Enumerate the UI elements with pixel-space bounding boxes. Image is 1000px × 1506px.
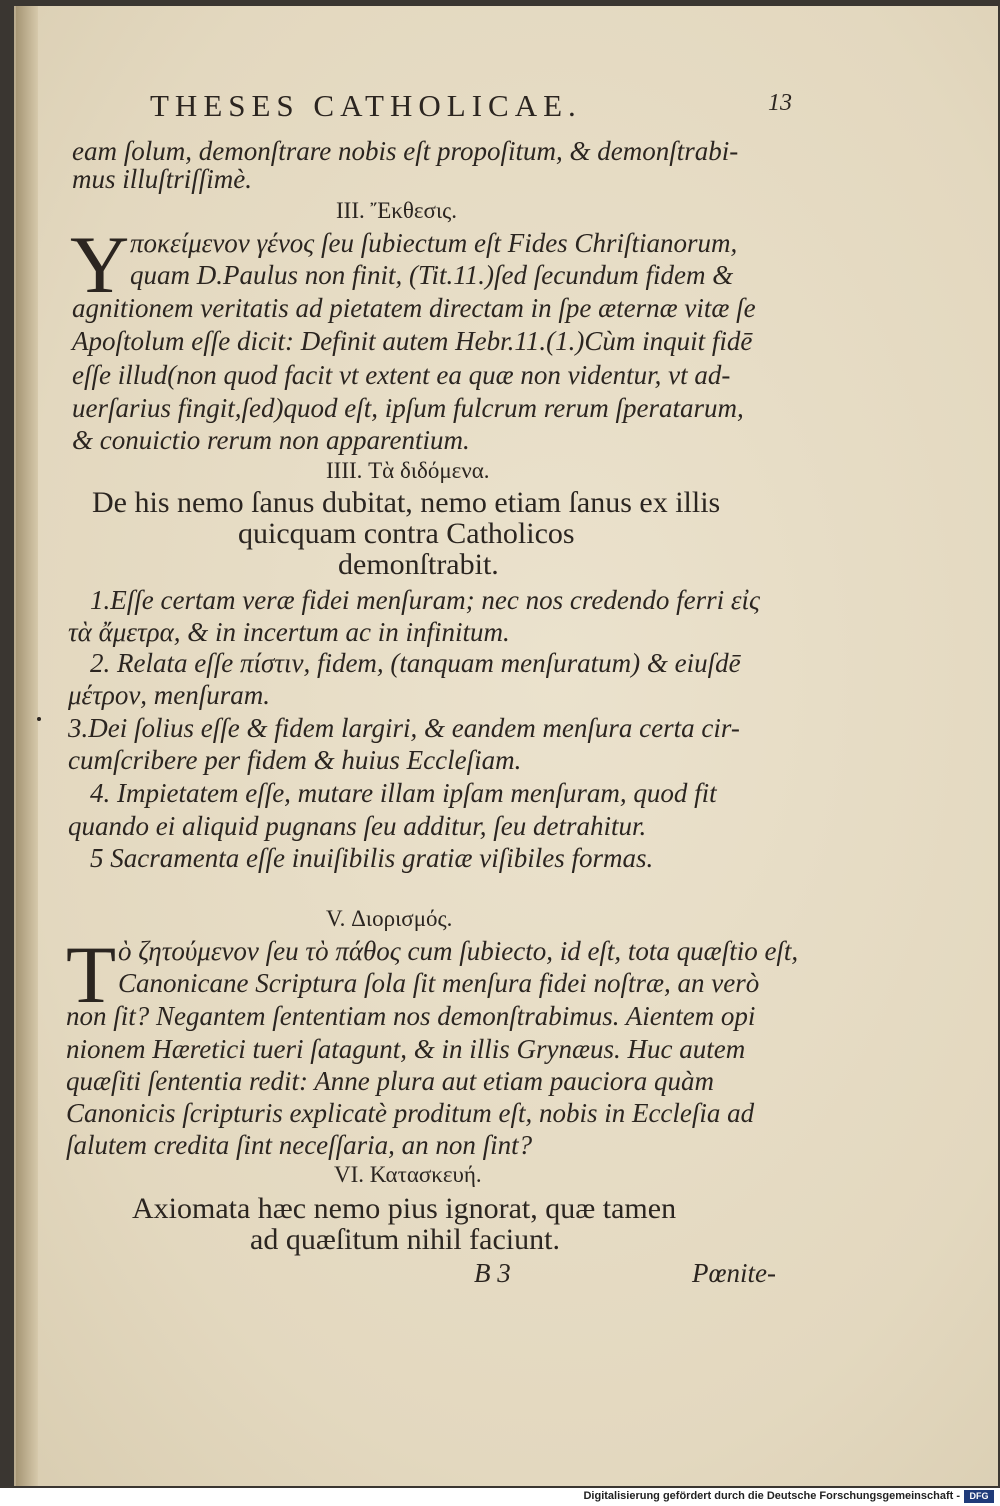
running-header: THESES CATHOLICAE. — [150, 88, 582, 123]
page-spine-shadow — [16, 6, 38, 1486]
section-4-item-line: 3.Dei ſolius eſſe & fidem largiri, & eandem menſura certa cir- — [68, 713, 740, 743]
section-5-line: Canonicane Scriptura ſola ſit menſura fidei noſtræ, an verò — [118, 968, 760, 998]
section-5-heading: V. Διορισμός. — [326, 906, 453, 931]
section-3-dropcap: Y — [70, 219, 130, 310]
signature-mark: B 3 — [474, 1258, 511, 1288]
ink-speck — [37, 717, 41, 721]
intro-line-1: eam ſolum, demonſtrare nobis eſt propoſitum, & demonſtrabi- — [72, 136, 739, 166]
intro-line-2: mus illuſtriſſimè. — [72, 164, 253, 194]
section-3-line: uerſarius fingit,ſed)quod eſt, ipſum fulcrum rerum ſperatarum, — [72, 393, 744, 423]
section-4-roman-line: De his nemo ſanus dubitat, nemo etiam ſanus ex illis — [92, 486, 721, 519]
section-4-item-line: cumſcribere per fidem & huius Eccleſiam. — [68, 745, 522, 775]
section-3-line: Apoſtolum eſſe dicit: Definit autem Hebr.11.(1.)Cùm inquit fidē — [72, 326, 753, 356]
section-4-roman-line: demonſtrabit. — [338, 548, 499, 581]
section-6-heading: VI. Κατασκευή. — [334, 1162, 482, 1187]
section-5-dropcap: T — [66, 929, 117, 1020]
section-5-line: Canonicis ſcripturis explicatè proditum eſt, nobis in Eccleſia ad — [66, 1098, 755, 1128]
section-5-line: nionem Hæretici tueri ſatagunt, & in illis Grynæus. Huc autem — [66, 1034, 746, 1064]
section-4-item-line: 2. Relata eſſe πίστιν, fidem, (tanquam menſuratum) & eiuſdē — [90, 648, 741, 678]
section-4-heading: IIII. Τὰ διδόμενα. — [326, 458, 490, 483]
section-4-item-line: μέτρον, menſuram. — [68, 680, 271, 710]
section-5-line: ſalutem credita ſint neceſſaria, an non ſint? — [66, 1130, 533, 1160]
section-4-item-line: 1.Eſſe certam veræ fidei menſuram; nec nos credendo ferri εἰς — [90, 585, 760, 615]
section-3-line: & conuictio rerum non apparentium. — [72, 425, 470, 455]
section-5-line: quæſiti ſententia redit: Anne plura aut etiam pauciora quàm — [66, 1066, 714, 1096]
catchword: Pœnite- — [692, 1258, 776, 1288]
section-4-item-line: τὰ ἄμετρα, & in incertum ac in infinitum. — [68, 617, 510, 647]
section-3-line: agnitionem veritatis ad pietatem directam in ſpe æternæ vitæ ſe — [72, 293, 756, 323]
page-number: 13 — [768, 90, 792, 116]
section-3-line: eſſe illud(non quod facit vt extent ea quæ non videntur, vt ad- — [72, 360, 731, 390]
section-3-heading: III. Ἔκθεσις. — [336, 198, 457, 223]
section-4-item-line: 5 Sacramenta eſſe inuiſibilis gratiæ viſibiles formas. — [90, 843, 654, 873]
section-4-roman-line: quicquam contra Catholicos — [238, 517, 575, 550]
section-5-line: non ſit? Negantem ſententiam nos demonſtrabimus. Aientem opi — [66, 1001, 756, 1031]
section-6-roman-line: ad quæſitum nihil faciunt. — [250, 1223, 560, 1256]
section-6-roman-line: Axiomata hæc nemo pius ignorat, quæ tamen — [132, 1192, 677, 1225]
section-4-item-line: quando ei aliquid pugnans ſeu additur, ſeu detrahitur. — [68, 811, 647, 841]
dfg-logo: DFG — [964, 1490, 994, 1503]
section-3-line: quam D.Paulus non finit, (Tit.11.)ſed ſecundum fidem & — [130, 260, 734, 290]
section-3-line: ποκείμενον γένος ſeu ſubiectum eſt Fides Chriſtianorum, — [130, 228, 738, 258]
section-5-line: ὸ ζητούμενον ſeu τὸ πάθος cum ſubiecto, id eſt, tota quæſtio eſt, — [118, 936, 799, 966]
section-4-item-line: 4. Impietatem eſſe, mutare illam ipſam menſuram, quod fit — [90, 778, 717, 808]
footer-credit: Digitalisierung gefördert durch die Deutsche Forschungsgemeinschaft - — [583, 1490, 960, 1502]
